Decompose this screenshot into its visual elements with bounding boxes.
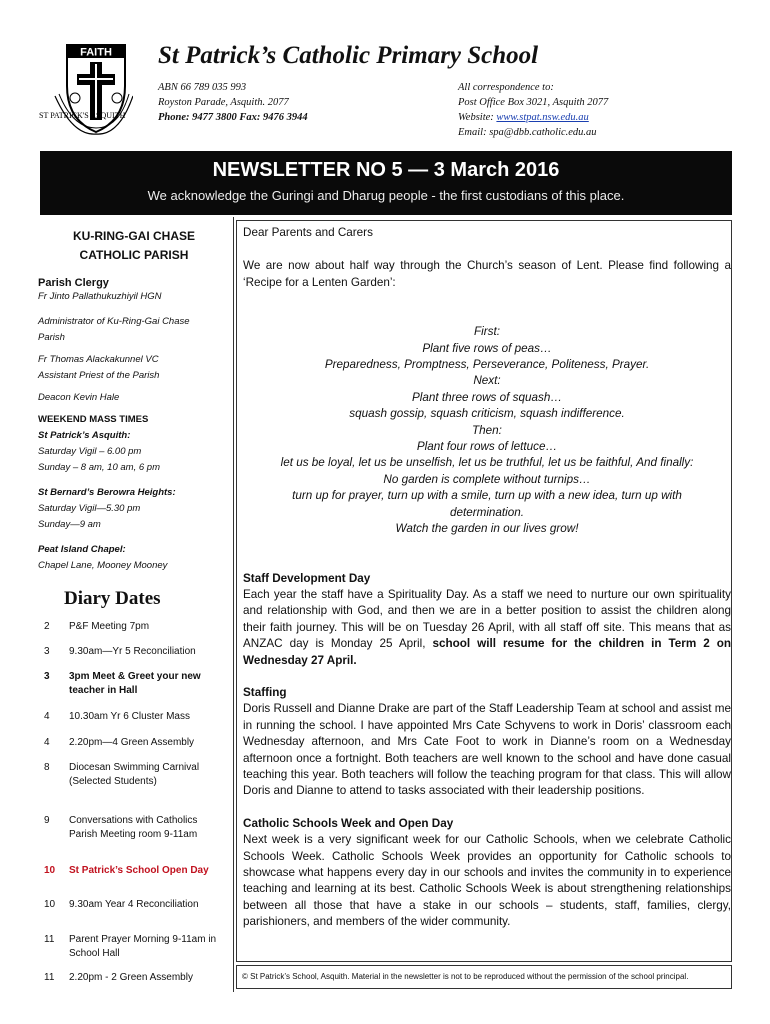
poem-line: Plant five rows of peas… — [422, 341, 552, 355]
berowra-heading: St Bernard’s Berowra Heights: — [38, 487, 176, 498]
poem-line: Plant three rows of squash… — [411, 390, 563, 404]
clergy-line: Deacon Kevin Hale — [38, 392, 120, 403]
mass-times-heading: WEEKEND MASS TIMES — [38, 414, 149, 425]
parish-title-line: CATHOLIC PARISH — [79, 248, 189, 262]
poem-line: turn up for prayer, turn up with a smile, turn up with a new idea, turn up with determination. — [292, 489, 682, 519]
diary-text: 9.30am Year 4 Reconciliation — [69, 899, 199, 910]
diary-text: Parent Prayer Morning 9-11am in School Hall — [69, 934, 217, 959]
staff-development-body: Each year the staff have a Spirituality Day. As a staff we need to nurture our own spirituality and relationship with God, and then we are in a better position to assist the children along their faith journey. This will be on Tuesday 26 April, with all staff off site. This means that as ANZAC day is Monday 25 April, — [243, 587, 731, 651]
diary-day: 2 — [44, 621, 50, 632]
poem-line: No garden is complete without turnips… — [383, 472, 591, 486]
staff-development-text — [243, 587, 731, 669]
clergy-line: Fr Thomas Alackakunnel VC — [38, 354, 159, 365]
staffing-heading: Staffing — [243, 685, 287, 699]
address: Royston Parade, Asquith. 2077 — [158, 97, 289, 108]
copyright-footer: © St Patrick’s School, Asquith. Material in the newsletter is not to be reproduced without the permission of the school principal. — [236, 965, 732, 989]
po-box: Post Office Box 3021, Asquith 2077 — [458, 97, 609, 108]
clergy-line: Parish — [38, 332, 65, 343]
phone-fax: Phone: 9477 3800 Fax: 9476 3944 — [158, 112, 308, 123]
diary-day: 10 — [44, 899, 56, 910]
poem-line: Preparedness, Promptness, Perseverance, Politeness, Prayer. — [324, 358, 650, 372]
diary-text: Diocesan Swimming Carnival (Selected Students) — [69, 762, 200, 787]
diary-day: 11 — [44, 934, 55, 945]
website-link[interactable]: www.stpat.nsw.edu.au — [496, 112, 589, 123]
diary-day: 10 — [44, 865, 56, 876]
catholic-schools-week-heading: Catholic Schools Week and Open Day — [243, 816, 454, 830]
newsletter-title: NEWSLETTER NO 5 — 3 March 2016 — [212, 159, 560, 181]
diary-text: 10.30am Yr 6 Cluster Mass — [69, 711, 190, 722]
diary-day: 8 — [44, 762, 50, 773]
staff-development-emphasis: school will resume for the children in Term 2 on Wednesday 27 April. — [243, 637, 731, 667]
poem-line: First: — [474, 325, 500, 339]
poem-line: let us be loyal, let us be unselfish, let us be truthful, let us be faithful, And finally: — [280, 456, 694, 470]
website-label: Website: — [458, 112, 497, 123]
diary-text: 2.20pm - 2 Green Assembly — [69, 972, 193, 983]
greeting: Dear Parents and Carers — [243, 226, 373, 239]
svg-text:ST PATRICK'S ASQUITH: ST PATRICK'S ASQUITH — [39, 111, 126, 120]
clergy-line: Administrator of Ku-Ring-Gai Chase — [38, 316, 190, 327]
asquith-heading: St Patrick’s Asquith: — [38, 430, 131, 441]
diary-text: P&F Meeting 7pm — [69, 621, 150, 632]
poem-line: Next: — [473, 374, 501, 388]
newsletter-banner — [40, 151, 732, 215]
parish-title-line: KU-RING-GAI CHASE — [73, 229, 195, 243]
poem-line: Then: — [472, 423, 502, 437]
diary-text: St Patrick’s School Open Day — [69, 865, 209, 876]
contact-details — [458, 80, 608, 140]
diary-day: 9 — [44, 815, 50, 826]
mass-time: Sunday—9 am — [38, 519, 101, 530]
acknowledgement: We acknowledge the Guringi and Dharug people - the first custodians of this place. — [147, 188, 625, 203]
clergy-heading: Parish Clergy — [38, 277, 109, 289]
diary-text: 3pm Meet & Greet your new teacher in Hall — [69, 671, 201, 696]
school-name: St Patrick’s Catholic Primary School — [158, 42, 539, 69]
diary-text: 2.20pm—4 Green Assembly — [69, 737, 195, 748]
diary-text: 9.30am—Yr 5 Reconciliation — [69, 646, 196, 657]
column-divider — [233, 217, 234, 992]
diary-day: 11 — [44, 972, 55, 983]
mass-time: Saturday Vigil—5.30 pm — [38, 503, 141, 514]
poem-line: Watch the garden in our lives grow! — [395, 522, 579, 536]
parish-sidebar — [38, 224, 230, 574]
poem-line: Plant four rows of lettuce… — [416, 440, 558, 454]
main-content — [243, 223, 731, 931]
diary-text: Conversations with Catholics Parish Meeting room 9-11am — [69, 815, 198, 840]
abn: ABN 66 789 035 993 — [158, 82, 247, 93]
lenten-garden-poem — [243, 324, 731, 537]
diary-day: 3 — [44, 646, 50, 657]
school-details — [158, 80, 308, 125]
peat-island-address: Chapel Lane, Mooney Mooney — [38, 560, 168, 571]
mass-time: Saturday Vigil – 6.00 pm — [38, 446, 142, 457]
mass-time: Sunday – 8 am, 10 am, 6 pm — [38, 462, 160, 473]
email[interactable]: Email: spa@dbb.catholic.edu.au — [458, 127, 597, 138]
staff-development-heading: Staff Development Day — [243, 571, 371, 585]
svg-text:FAITH: FAITH — [80, 46, 112, 59]
staffing-text: Doris Russell and Dianne Drake are part of the Staff Leadership Team at school and assist me in running the school. I have appointed Mrs Cate Schyvens to work in Doris’ classroom each Wednesday afternoon, and Mrs Cate Foot to work in Dianne’s room on a Wednesday afternoon once a fortnight. Both teachers are well known to the school and have done casual teaching this year. Both teachers will follow the teaching program for that class. This will allow Doris and Dianne to attend to tasks associated with their leadership positions. — [243, 702, 731, 798]
diary-title: Diary Dates — [64, 588, 161, 609]
clergy-line: Assistant Priest of the Parish — [38, 370, 160, 381]
poem-line: squash gossip, squash criticism, squash indifference. — [349, 407, 625, 421]
catholic-schools-week-text: Next week is a very significant week for our Catholic Schools, when we celebrate Catholic Schools Week. Catholic Schools Week provides an opportunity for Catholic schools to showcase what happens every day in our schools and invites the community in to experience teaching and learning at its best. Catholic Schools Week is about strengthening relationships between all those that have a stake in our schools – students, staff, families, clergy, parishioners, and members of the wider community. — [243, 833, 731, 929]
school-crest — [33, 40, 133, 135]
correspondence-label: All correspondence to: — [458, 82, 554, 93]
parish-title — [38, 227, 230, 265]
diary-day: 4 — [44, 737, 50, 748]
website-line — [458, 110, 608, 125]
diary-day: 3 — [44, 671, 50, 682]
clergy-line: Fr Jinto Pallathukuzhiyil HGN — [38, 291, 162, 302]
peat-island-heading: Peat Island Chapel: — [38, 544, 126, 555]
intro-paragraph: We are now about half way through the Church’s season of Lent. Please find following a ‘Recipe for a Lenten Garden’: — [243, 259, 731, 289]
diary-day: 4 — [44, 711, 50, 722]
